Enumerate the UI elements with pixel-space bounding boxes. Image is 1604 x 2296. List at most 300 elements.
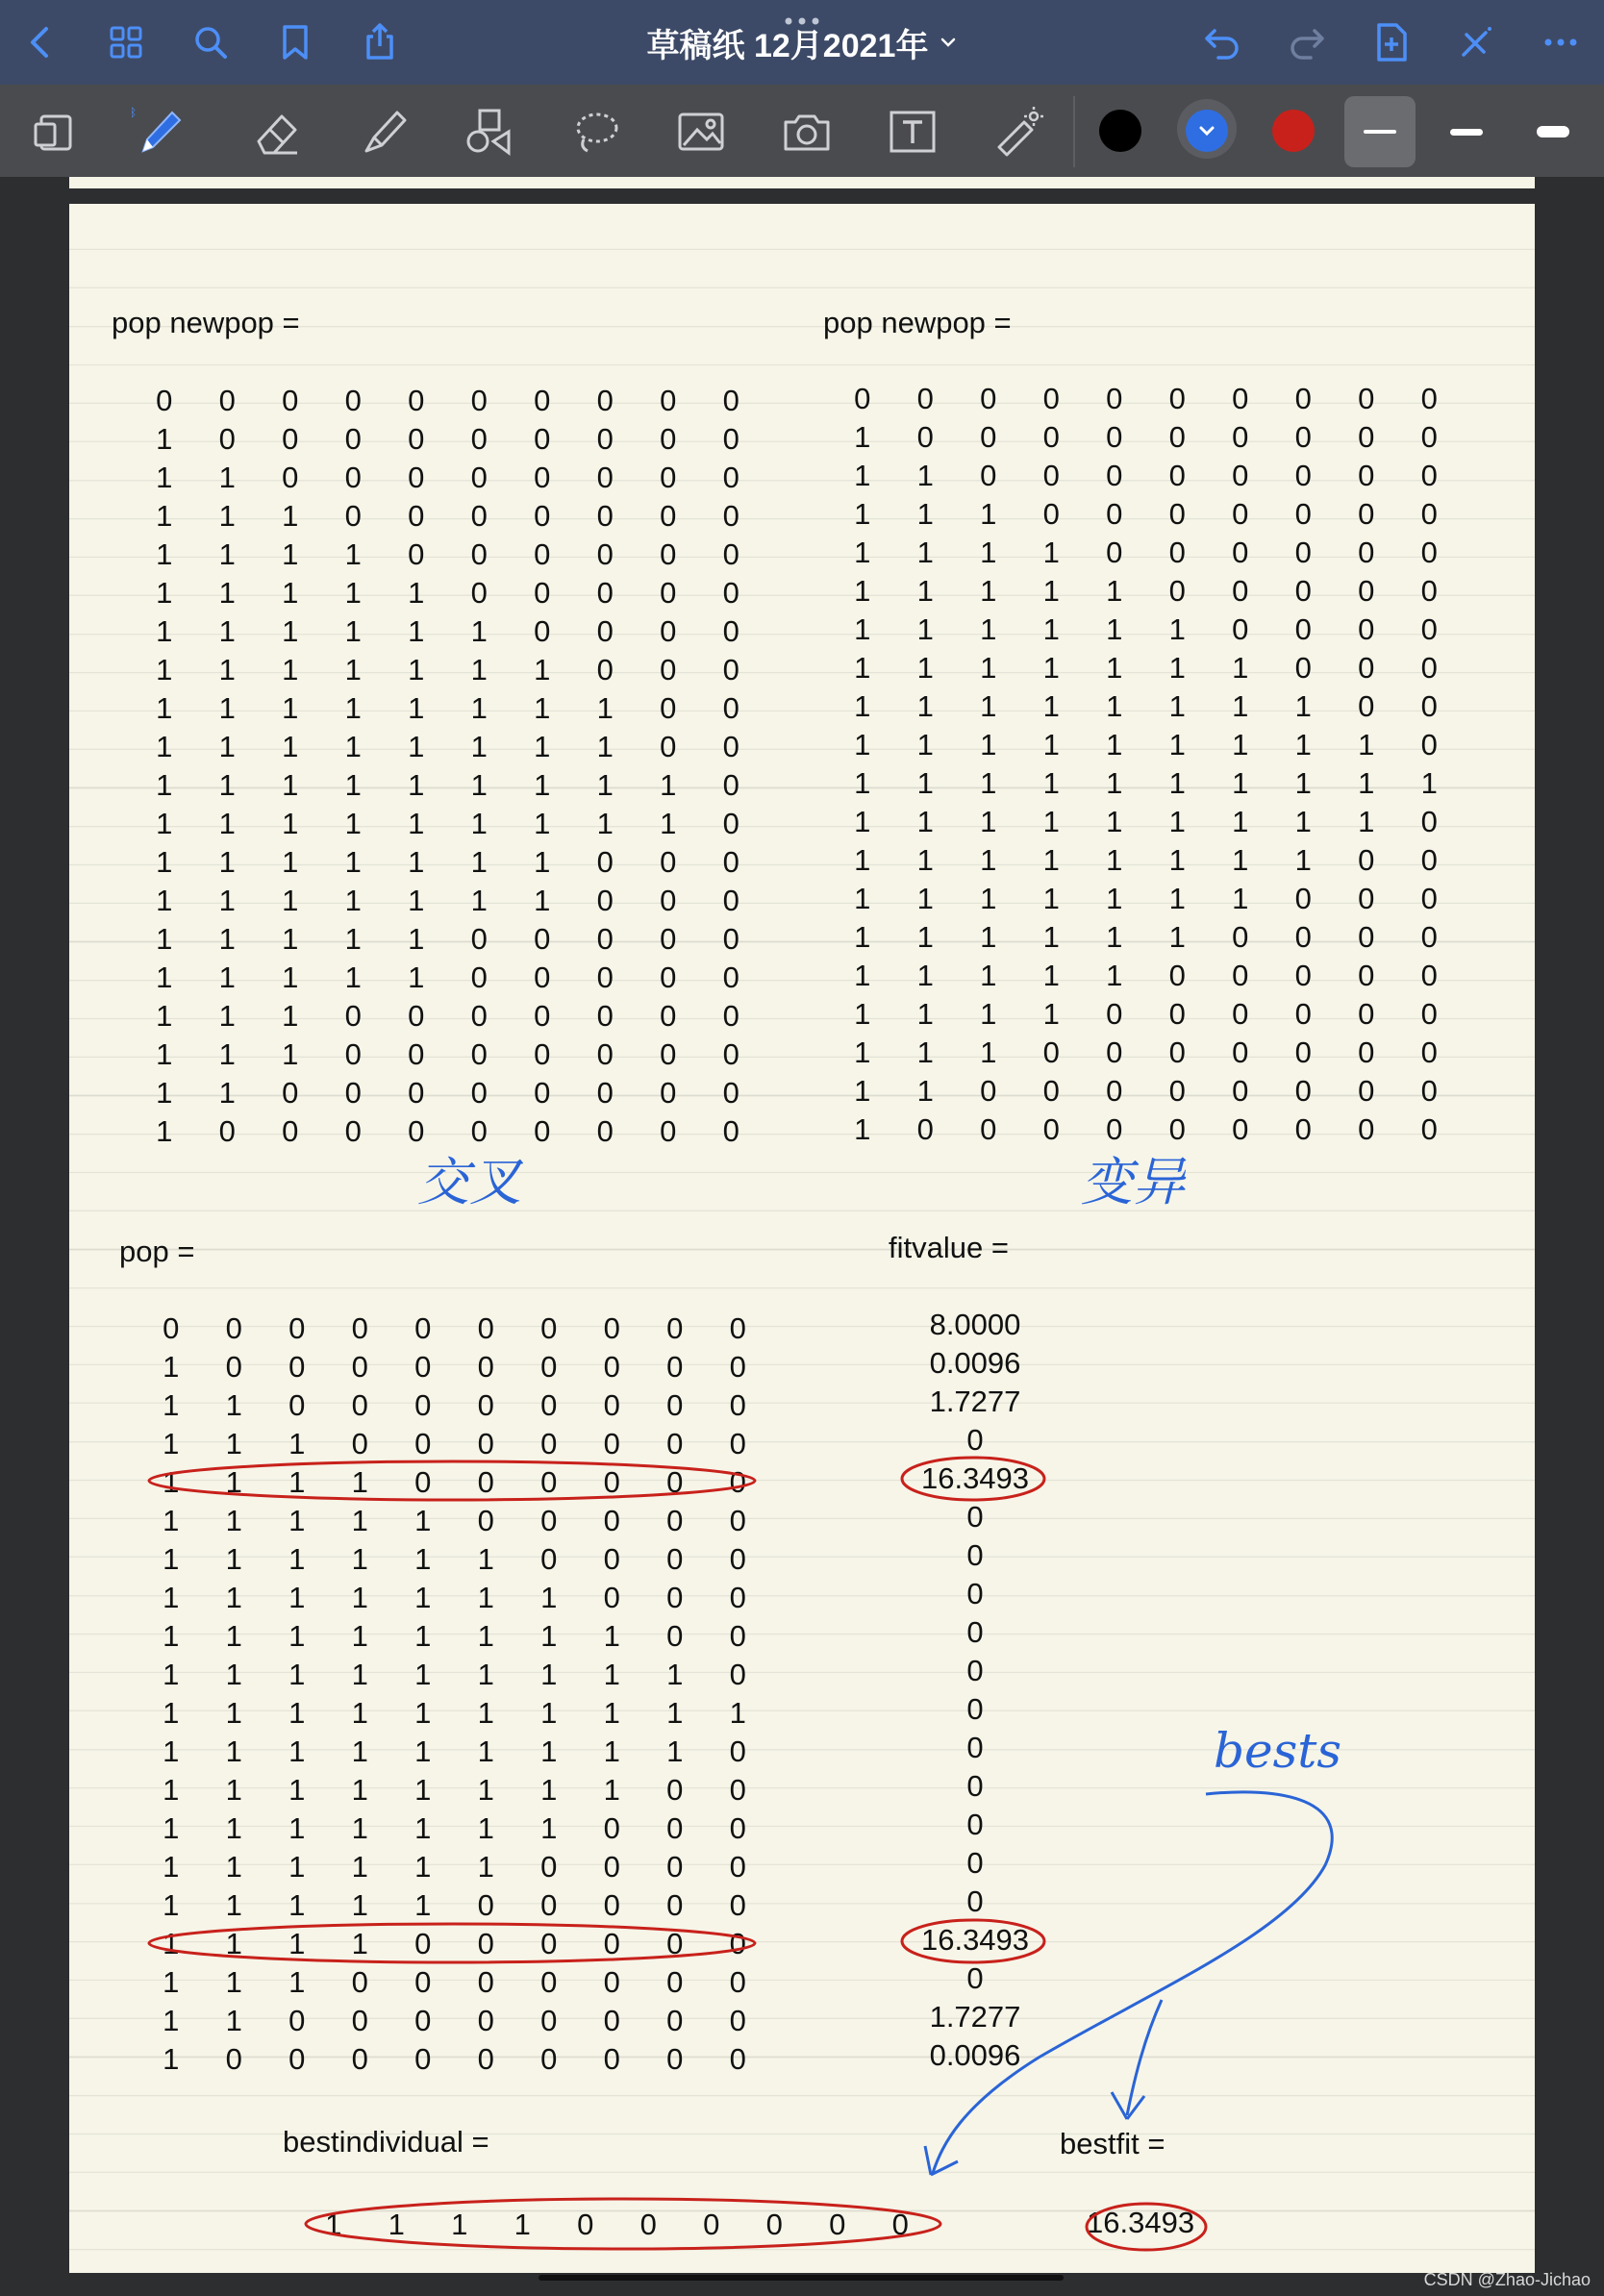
matrix-cell: 1 [218, 1076, 236, 1110]
matrix-cell: 1 [477, 1696, 494, 1730]
close-toolbar-icon[interactable] [1442, 0, 1510, 85]
stroke-size-thick[interactable] [1517, 96, 1589, 167]
matrix-cell: 1 [282, 922, 299, 956]
matrix-cell: 1 [1042, 843, 1060, 877]
matrix-cell: 0 [477, 2004, 494, 2037]
matrix-cell: 0 [414, 1350, 432, 1384]
matrix-cell: 1 [288, 1696, 306, 1730]
grid-icon[interactable] [92, 0, 160, 85]
matrix-cell: 0 [1420, 882, 1438, 915]
matrix-cell: 1 [980, 920, 997, 954]
matrix-cell: 1 [477, 1850, 494, 1884]
mutation-row [831, 1072, 1461, 1111]
previous-page-edge [69, 177, 1535, 188]
matrix-cell: 0 [1294, 612, 1312, 646]
matrix-cell: 1 [344, 845, 362, 879]
matrix-cell: 1 [351, 1581, 368, 1614]
matrix-cell: 0 [729, 1465, 746, 1499]
fitvalue-item: 1.7277 [929, 1385, 1021, 1418]
matrix-cell: 0 [660, 730, 677, 763]
toolbar-divider [1073, 96, 1075, 167]
matrix-cell: 0 [156, 384, 173, 417]
matrix-cell: 0 [722, 807, 739, 840]
matrix-cell: 0 [470, 961, 488, 994]
matrix-cell: 0 [408, 422, 425, 456]
matrix-cell: 0 [729, 1427, 746, 1460]
matrix-cell: 1 [854, 920, 871, 954]
stroke-size-medium[interactable] [1431, 96, 1502, 167]
document-title: 草稿纸 12月2021年 [646, 27, 929, 64]
matrix-cell: 0 [722, 422, 739, 456]
matrix-cell: 1 [1232, 882, 1249, 915]
matrix-cell: 0 [722, 691, 739, 725]
color-swatch-black[interactable] [1099, 110, 1141, 152]
matrix-cell: 0 [1232, 536, 1249, 569]
matrix-cell: 1 [218, 691, 236, 725]
color-swatch-blue[interactable] [1186, 110, 1228, 152]
matrix-cell: 0 [1042, 497, 1060, 531]
matrix-cell: 1 [218, 1037, 236, 1071]
matrix-cell: 0 [534, 1076, 551, 1110]
matrix-cell: 0 [470, 1076, 488, 1110]
handwritten-best-text: bests [1214, 1723, 1342, 1779]
matrix-cell: 1 [414, 1658, 432, 1691]
matrix-cell: 0 [666, 2042, 684, 2076]
crossover-row [133, 728, 763, 766]
matrix-cell: 0 [722, 384, 739, 417]
matrix-cell: 0 [596, 999, 614, 1033]
bestindividual-genes [302, 2206, 932, 2244]
matrix-cell: 0 [534, 1114, 551, 1148]
matrix-cell: 1 [916, 612, 934, 646]
matrix-cell: 0 [722, 1037, 739, 1071]
matrix-cell: 0 [282, 422, 299, 456]
matrix-cell: 1 [344, 768, 362, 802]
matrix-cell: 0 [666, 1504, 684, 1537]
matrix-cell: 1 [534, 884, 551, 917]
matrix-cell: 1 [156, 461, 173, 494]
matrix-cell: 1 [854, 997, 871, 1031]
matrix-cell: 0 [660, 384, 677, 417]
matrix-cell: 1 [534, 768, 551, 802]
matrix-cell: 1 [1232, 805, 1249, 838]
matrix-cell: 1 [288, 1888, 306, 1922]
matrix-cell: 1 [1042, 574, 1060, 608]
matrix-cell: 1 [225, 1465, 242, 1499]
matrix-cell: 0 [1168, 574, 1186, 608]
matrix-cell: 1 [916, 689, 934, 723]
matrix-cell: 0 [722, 922, 739, 956]
crossover-row [133, 1112, 763, 1151]
laser-pointer-icon[interactable] [983, 96, 1054, 167]
matrix-cell: 1 [916, 459, 934, 492]
matrix-cell: 1 [1294, 843, 1312, 877]
matrix-cell: 0 [596, 384, 614, 417]
crossover-row [133, 612, 763, 651]
matrix-cell: 1 [1042, 959, 1060, 992]
matrix-cell: 1 [282, 614, 299, 648]
matrix-cell: 1 [351, 1927, 368, 1960]
matrix-cell: 1 [1168, 882, 1186, 915]
matrix-cell: 0 [666, 1811, 684, 1845]
matrix-cell: 0 [729, 1388, 746, 1422]
matrix-cell: 1 [916, 536, 934, 569]
matrix-cell: 1 [1106, 651, 1123, 685]
matrix-cell: 1 [729, 1696, 746, 1730]
matrix-cell: 1 [288, 1658, 306, 1691]
matrix-cell: 1 [288, 1465, 306, 1499]
matrix-cell: 0 [540, 1965, 558, 1999]
matrix-cell: 0 [288, 1350, 306, 1384]
matrix-cell: 1 [156, 730, 173, 763]
pop-row [139, 1771, 769, 1809]
matrix-cell: 0 [722, 1114, 739, 1148]
matrix-cell: 0 [534, 461, 551, 494]
matrix-cell: 0 [1042, 1112, 1060, 1146]
matrix-cell: 0 [729, 1965, 746, 1999]
matrix-cell: 1 [1106, 766, 1123, 800]
matrix-cell: 0 [1420, 1036, 1438, 1069]
matrix-cell: 1 [1106, 805, 1123, 838]
fitvalue-item: 16.3493 [920, 1461, 1030, 1495]
matrix-cell: 1 [1232, 843, 1249, 877]
handwritten-crossover-text: 交叉 [417, 1152, 521, 1212]
matrix-cell: 0 [666, 1388, 684, 1422]
matrix-cell: 0 [344, 384, 362, 417]
text-icon[interactable] [877, 96, 948, 167]
matrix-cell: 1 [854, 574, 871, 608]
matrix-cell: 0 [660, 1114, 677, 1148]
matrix-cell: 0 [722, 884, 739, 917]
matrix-cell: 0 [351, 1965, 368, 1999]
matrix-cell: 1 [288, 1773, 306, 1807]
matrix-cell: 1 [540, 1811, 558, 1845]
mutation-matrix [831, 380, 1461, 1149]
matrix-cell: 0 [1294, 382, 1312, 415]
matrix-cell: 1 [1358, 728, 1375, 761]
matrix-cell: 0 [1358, 920, 1375, 954]
matrix-cell: 0 [344, 1037, 362, 1071]
share-icon[interactable] [346, 0, 414, 85]
matrix-cell: 1 [156, 884, 173, 917]
matrix-cell: 0 [722, 999, 739, 1033]
matrix-cell: 1 [282, 768, 299, 802]
matrix-cell: 1 [225, 1811, 242, 1845]
color-swatch-red[interactable] [1272, 110, 1315, 152]
matrix-cell: 0 [1168, 459, 1186, 492]
pop-row [139, 1963, 769, 2002]
matrix-cell: 0 [729, 2004, 746, 2037]
matrix-cell: 0 [660, 614, 677, 648]
matrix-cell: 1 [540, 1581, 558, 1614]
stroke-size-thin[interactable] [1344, 96, 1416, 167]
matrix-cell: 0 [1294, 959, 1312, 992]
matrix-cell: 1 [660, 807, 677, 840]
back-icon[interactable] [8, 0, 75, 85]
fitvalue-item: 0 [966, 1808, 984, 1841]
pop-row [139, 1694, 769, 1733]
matrix-cell: 1 [916, 997, 934, 1031]
matrix-cell: 0 [729, 1734, 746, 1768]
pop-row [139, 1925, 769, 1963]
matrix-cell: 0 [660, 845, 677, 879]
matrix-cell: 1 [1358, 766, 1375, 800]
matrix-cell: 0 [534, 922, 551, 956]
matrix-cell: 0 [666, 1965, 684, 1999]
matrix-cell: 0 [722, 576, 739, 610]
label-fitvalue: fitvalue = [889, 1231, 1009, 1264]
matrix-cell: 0 [1358, 997, 1375, 1031]
matrix-cell: 0 [470, 537, 488, 571]
matrix-cell: 1 [163, 1927, 180, 1960]
matrix-cell: 1 [666, 1658, 684, 1691]
matrix-cell: 0 [666, 1927, 684, 1960]
matrix-cell: 0 [660, 653, 677, 686]
shapes-icon[interactable] [454, 96, 525, 167]
matrix-cell: 1 [470, 614, 488, 648]
matrix-cell: 1 [1042, 920, 1060, 954]
pop-row [139, 1579, 769, 1617]
matrix-cell: 0 [1420, 805, 1438, 838]
undo-icon[interactable] [1189, 0, 1256, 85]
page-view-icon[interactable] [19, 96, 90, 167]
fitvalue-item: 0 [966, 1731, 984, 1764]
matrix-cell: 0 [596, 961, 614, 994]
matrix-cell: 0 [1232, 574, 1249, 608]
fitvalue-item: 0 [966, 1577, 984, 1610]
highlighter-icon[interactable] [348, 96, 419, 167]
matrix-cell: 1 [854, 882, 871, 915]
matrix-cell: 0 [596, 499, 614, 533]
redo-icon[interactable] [1273, 0, 1341, 85]
matrix-cell: 0 [660, 422, 677, 456]
pop-row [139, 1502, 769, 1540]
bestfit-value: 16.3493 [1087, 2206, 1195, 2239]
notebook-page[interactable] [69, 204, 1535, 2273]
matrix-cell: 0 [1106, 997, 1123, 1031]
pop-row [139, 1733, 769, 1771]
matrix-cell: 0 [1420, 574, 1438, 608]
matrix-cell: 1 [477, 1734, 494, 1768]
matrix-cell: 1 [414, 1581, 432, 1614]
matrix-cell: 1 [218, 499, 236, 533]
matrix-cell: 1 [156, 1037, 173, 1071]
matrix-cell: 1 [225, 1773, 242, 1807]
lasso-icon[interactable] [560, 96, 631, 167]
matrix-cell: 0 [414, 1965, 432, 1999]
watermark: CSDN @Zhao-Jichao [1423, 2270, 1591, 2289]
matrix-cell: 1 [980, 728, 997, 761]
matrix-cell: 1 [408, 807, 425, 840]
mutation-row [831, 880, 1461, 918]
matrix-cell: 1 [534, 730, 551, 763]
mutation-row [831, 457, 1461, 495]
matrix-cell: 0 [603, 1542, 620, 1576]
home-indicator[interactable] [539, 2275, 1064, 2281]
pen-icon[interactable] [123, 96, 194, 167]
matrix-cell: 1 [408, 614, 425, 648]
matrix-cell: 0 [1042, 459, 1060, 492]
matrix-cell: 1 [163, 2042, 180, 2076]
chevron-down-icon [940, 37, 957, 48]
matrix-cell: 0 [1042, 1074, 1060, 1108]
matrix-cell: 1 [1106, 574, 1123, 608]
matrix-cell: 1 [344, 537, 362, 571]
matrix-cell: 1 [408, 653, 425, 686]
matrix-cell: 0 [534, 422, 551, 456]
eraser-icon[interactable] [242, 96, 313, 167]
matrix-cell: 0 [660, 1037, 677, 1071]
search-icon[interactable] [177, 0, 244, 85]
matrix-cell: 0 [603, 1388, 620, 1422]
matrix-cell: 1 [980, 536, 997, 569]
matrix-cell: 1 [477, 1773, 494, 1807]
matrix-cell: 0 [470, 576, 488, 610]
matrix-cell: 1 [156, 614, 173, 648]
crossover-row [133, 805, 763, 843]
matrix-cell: 1 [163, 1465, 180, 1499]
pop-row [139, 1463, 769, 1502]
matrix-cell: 0 [344, 499, 362, 533]
matrix-cell: 1 [156, 1076, 173, 1110]
fitvalue-item: 0 [966, 1654, 984, 1687]
matrix-cell: 0 [603, 1427, 620, 1460]
matrix-cell: 0 [477, 1504, 494, 1537]
matrix-cell: 0 [1106, 382, 1123, 415]
matrix-cell: 0 [1294, 920, 1312, 954]
matrix-cell: 0 [729, 1542, 746, 1576]
matrix-cell: 1 [854, 1036, 871, 1069]
matrix-cell: 0 [540, 1311, 558, 1345]
document-title-menu[interactable] [647, 19, 958, 66]
matrix-cell: 1 [1042, 612, 1060, 646]
matrix-cell: 1 [163, 1427, 180, 1460]
matrix-cell: 0 [603, 1927, 620, 1960]
matrix-cell: 1 [225, 1734, 242, 1768]
matrix-cell: 0 [1420, 459, 1438, 492]
matrix-cell: 0 [1042, 420, 1060, 454]
matrix-cell: 1 [163, 1619, 180, 1653]
matrix-cell: 1 [1232, 728, 1249, 761]
camera-icon[interactable] [771, 96, 842, 167]
matrix-cell: 0 [414, 1427, 432, 1460]
matrix-cell: 1 [163, 1696, 180, 1730]
matrix-cell: 1 [1168, 689, 1186, 723]
matrix-cell: 1 [288, 1850, 306, 1884]
crossover-row [133, 536, 763, 574]
matrix-cell: 0 [477, 1311, 494, 1345]
crossover-row [133, 1036, 763, 1074]
matrix-cell: 0 [414, 2042, 432, 2076]
matrix-cell: 0 [540, 2004, 558, 2037]
matrix-cell: 1 [225, 1619, 242, 1653]
matrix-cell: 0 [666, 1350, 684, 1384]
crossover-row [133, 689, 763, 728]
matrix-cell: 0 [1420, 651, 1438, 685]
label-bestfit: bestfit = [1060, 2127, 1165, 2160]
image-icon[interactable] [665, 96, 737, 167]
matrix-cell: 1 [163, 1965, 180, 1999]
matrix-cell: 1 [980, 574, 997, 608]
matrix-cell: 1 [288, 1542, 306, 1576]
matrix-cell: 0 [408, 1114, 425, 1148]
matrix-cell: 1 [1168, 920, 1186, 954]
matrix-cell: 1 [282, 576, 299, 610]
matrix-cell: 1 [408, 845, 425, 879]
matrix-cell: 0 [344, 999, 362, 1033]
matrix-cell: 0 [1168, 536, 1186, 569]
matrix-cell: 0 [477, 1465, 494, 1499]
matrix-cell: 0 [980, 1112, 997, 1146]
matrix-cell: 1 [282, 1037, 299, 1071]
fitvalue-item: 0 [966, 1615, 984, 1649]
bookmark-icon[interactable] [262, 0, 329, 85]
matrix-cell: 0 [282, 384, 299, 417]
matrix-cell: 1 [218, 653, 236, 686]
matrix-cell: 1 [218, 845, 236, 879]
matrix-cell: 0 [596, 614, 614, 648]
matrix-cell: 0 [1358, 459, 1375, 492]
matrix-cell: 0 [660, 576, 677, 610]
matrix-cell: 1 [534, 845, 551, 879]
matrix-cell: 1 [282, 999, 299, 1033]
matrix-cell: 0 [660, 691, 677, 725]
pop-row [139, 1886, 769, 1925]
matrix-cell: 0 [288, 2004, 306, 2037]
add-page-icon[interactable] [1358, 0, 1425, 85]
matrix-cell: 0 [980, 382, 997, 415]
matrix-cell: 0 [722, 653, 739, 686]
matrix-cell: 0 [1232, 1036, 1249, 1069]
matrix-cell: 0 [596, 845, 614, 879]
matrix-cell: 0 [729, 2042, 746, 2076]
matrix-cell: 0 [666, 1311, 684, 1345]
matrix-cell: 1 [534, 807, 551, 840]
matrix-cell: 1 [1168, 612, 1186, 646]
matrix-cell: 0 [722, 499, 739, 533]
matrix-cell: 1 [351, 1696, 368, 1730]
matrix-cell: 1 [980, 997, 997, 1031]
matrix-cell: 1 [414, 1504, 432, 1537]
crossover-row [133, 459, 763, 497]
matrix-cell: 1 [470, 884, 488, 917]
matrix-cell: 1 [660, 768, 677, 802]
matrix-cell: 1 [225, 1427, 242, 1460]
matrix-cell: 1 [218, 576, 236, 610]
matrix-cell: 0 [1358, 959, 1375, 992]
matrix-cell: 1 [477, 1811, 494, 1845]
matrix-cell: 1 [351, 1542, 368, 1576]
mutation-row [831, 534, 1461, 572]
matrix-cell: 1 [408, 730, 425, 763]
matrix-cell: 0 [1232, 1112, 1249, 1146]
matrix-cell: 0 [666, 2004, 684, 2037]
matrix-cell: 0 [1358, 612, 1375, 646]
matrix-cell: 0 [596, 576, 614, 610]
matrix-cell: 1 [540, 1658, 558, 1691]
matrix-cell: 0 [660, 1076, 677, 1110]
matrix-cell: 0 [1106, 1036, 1123, 1069]
more-icon[interactable] [1527, 0, 1594, 85]
matrix-cell: 0 [729, 1850, 746, 1884]
mutation-row [831, 803, 1461, 841]
matrix-cell: 1 [980, 805, 997, 838]
fitvalue-column [898, 1306, 1052, 2075]
matrix-cell: 0 [729, 1927, 746, 1960]
matrix-cell: 0 [344, 1114, 362, 1148]
matrix-cell: 0 [534, 499, 551, 533]
handwritten-mutation-text: 变异 [1081, 1152, 1185, 1212]
